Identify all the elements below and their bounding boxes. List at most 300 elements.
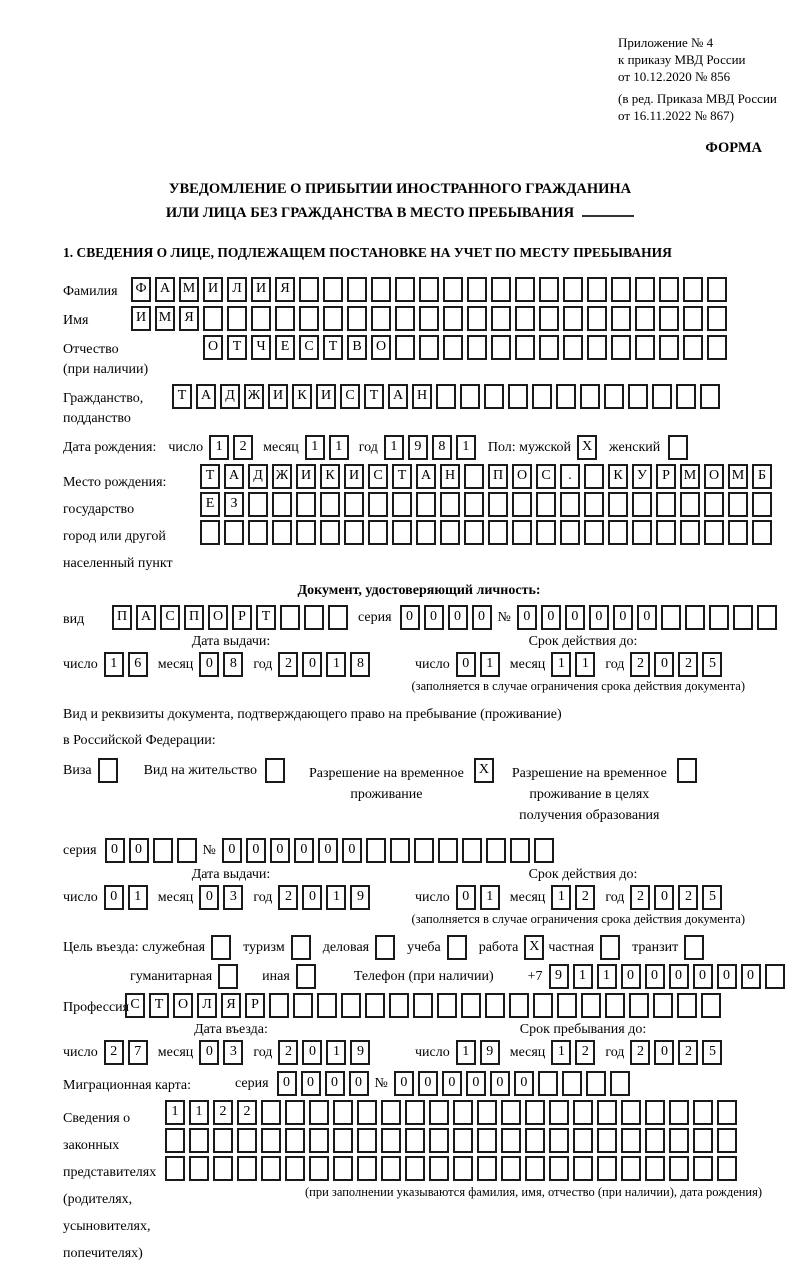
name-cell[interactable] xyxy=(251,306,271,331)
representatives-row3-cell[interactable] xyxy=(453,1156,473,1181)
stay-until-year-cell[interactable]: 5 xyxy=(702,1040,722,1065)
identity-valid-year-cell[interactable]: 0 xyxy=(654,652,674,677)
permit-valid-month-cell[interactable]: 2 xyxy=(575,885,595,910)
representatives-row3-cell[interactable] xyxy=(645,1156,665,1181)
representatives-row3-cell[interactable] xyxy=(261,1156,281,1181)
permit-number-cell[interactable]: 0 xyxy=(294,838,314,863)
birth-place-row1-cell[interactable]: Н xyxy=(440,464,460,489)
identity-issue-month-cell[interactable]: 8 xyxy=(223,652,243,677)
name-cell[interactable] xyxy=(707,306,727,331)
patronymic-cell[interactable] xyxy=(563,335,583,360)
citizenship-cell[interactable]: А xyxy=(388,384,408,409)
surname-cell[interactable]: Ф xyxy=(131,277,151,302)
representatives-row3-cell[interactable] xyxy=(669,1156,689,1181)
patronymic-cell[interactable] xyxy=(395,335,415,360)
patronymic-cell[interactable]: В xyxy=(347,335,367,360)
birth-year-cell[interactable]: 9 xyxy=(408,435,428,460)
permit-issue-year-cell[interactable]: 1 xyxy=(326,885,346,910)
doc-number-cell[interactable]: 0 xyxy=(565,605,585,630)
birth-place-row1-cell[interactable]: Т xyxy=(200,464,220,489)
migration-number-cell[interactable]: 0 xyxy=(514,1071,534,1096)
birth-place-row3-cell[interactable] xyxy=(296,520,316,545)
entry-year-cell[interactable]: 9 xyxy=(350,1040,370,1065)
birth-place-row2-cell[interactable]: Е xyxy=(200,492,220,517)
permit-issue-year-cell[interactable]: 0 xyxy=(302,885,322,910)
temp-permit-cell[interactable]: X xyxy=(474,758,494,783)
citizenship-cell[interactable]: Ж xyxy=(244,384,264,409)
patronymic-cell[interactable] xyxy=(683,335,703,360)
name-cell[interactable] xyxy=(587,306,607,331)
stay-until-year-cell[interactable]: 2 xyxy=(630,1040,650,1065)
purpose-business-cell[interactable] xyxy=(375,935,395,960)
name-cell[interactable] xyxy=(299,306,319,331)
citizenship-cell[interactable] xyxy=(628,384,648,409)
permit-valid-year-cell[interactable]: 0 xyxy=(654,885,674,910)
birth-place-row2-cell[interactable] xyxy=(584,492,604,517)
purpose-official-cell[interactable] xyxy=(211,935,231,960)
surname-cell[interactable] xyxy=(395,277,415,302)
citizenship-cell[interactable]: И xyxy=(268,384,288,409)
birth-place-row3-cell[interactable] xyxy=(512,520,532,545)
sex-female-cell[interactable] xyxy=(668,435,688,460)
surname-cell[interactable] xyxy=(563,277,583,302)
doc-number-cell[interactable]: 0 xyxy=(589,605,609,630)
permit-number-cell[interactable] xyxy=(414,838,434,863)
representatives-row3-cell[interactable] xyxy=(405,1156,425,1181)
doc-number-cell[interactable]: 0 xyxy=(613,605,633,630)
name-cell[interactable] xyxy=(611,306,631,331)
permit-issue-day-cell[interactable]: 0 xyxy=(104,885,124,910)
permit-valid-year-cell[interactable]: 5 xyxy=(702,885,722,910)
birth-place-row2-cell[interactable] xyxy=(248,492,268,517)
birth-place-row1-cell[interactable]: П xyxy=(488,464,508,489)
birth-place-row3-cell[interactable] xyxy=(656,520,676,545)
permit-number-cell[interactable] xyxy=(510,838,530,863)
birth-place-row2-cell[interactable] xyxy=(536,492,556,517)
citizenship-cell[interactable] xyxy=(556,384,576,409)
birth-place-row3-cell[interactable] xyxy=(320,520,340,545)
birth-place-row1-cell[interactable]: И xyxy=(296,464,316,489)
representatives-row2-cell[interactable] xyxy=(357,1128,377,1153)
permit-series-cell[interactable] xyxy=(177,838,197,863)
name-cell[interactable]: М xyxy=(155,306,175,331)
representatives-row3-cell[interactable] xyxy=(357,1156,377,1181)
identity-issue-year-cell[interactable]: 8 xyxy=(350,652,370,677)
doc-number-cell[interactable] xyxy=(661,605,681,630)
doc-type-cell[interactable]: Р xyxy=(232,605,252,630)
citizenship-cell[interactable]: Н xyxy=(412,384,432,409)
profession-cell[interactable] xyxy=(653,993,673,1018)
representatives-row3-cell[interactable] xyxy=(213,1156,233,1181)
phone-cell[interactable]: 0 xyxy=(645,964,665,989)
phone-cell[interactable]: 0 xyxy=(621,964,641,989)
representatives-row3-cell[interactable] xyxy=(717,1156,737,1181)
representatives-row1-cell[interactable] xyxy=(717,1100,737,1125)
representatives-row3-cell[interactable] xyxy=(597,1156,617,1181)
representatives-row1-cell[interactable] xyxy=(429,1100,449,1125)
name-cell[interactable] xyxy=(371,306,391,331)
migration-series-cell[interactable]: 0 xyxy=(301,1071,321,1096)
migration-number-cell[interactable] xyxy=(562,1071,582,1096)
phone-cell[interactable]: 1 xyxy=(573,964,593,989)
citizenship-cell[interactable] xyxy=(700,384,720,409)
profession-cell[interactable]: Р xyxy=(245,993,265,1018)
migration-number-cell[interactable] xyxy=(610,1071,630,1096)
permit-number-cell[interactable]: 0 xyxy=(318,838,338,863)
permit-series-cell[interactable]: 0 xyxy=(129,838,149,863)
surname-cell[interactable] xyxy=(347,277,367,302)
doc-type-cell[interactable]: А xyxy=(136,605,156,630)
purpose-work-cell[interactable]: X xyxy=(524,935,544,960)
permit-number-cell[interactable] xyxy=(534,838,554,863)
representatives-row3-cell[interactable] xyxy=(285,1156,305,1181)
representatives-row3-cell[interactable] xyxy=(573,1156,593,1181)
name-cell[interactable] xyxy=(467,306,487,331)
profession-cell[interactable]: С xyxy=(125,993,145,1018)
profession-cell[interactable] xyxy=(533,993,553,1018)
representatives-row2-cell[interactable] xyxy=(477,1128,497,1153)
representatives-row3-cell[interactable] xyxy=(237,1156,257,1181)
birth-place-row2-cell[interactable] xyxy=(320,492,340,517)
birth-place-row3-cell[interactable] xyxy=(248,520,268,545)
representatives-row3-cell[interactable] xyxy=(381,1156,401,1181)
permit-number-cell[interactable] xyxy=(438,838,458,863)
patronymic-cell[interactable] xyxy=(659,335,679,360)
permit-number-cell[interactable] xyxy=(390,838,410,863)
representatives-row2-cell[interactable] xyxy=(669,1128,689,1153)
profession-cell[interactable]: О xyxy=(173,993,193,1018)
representatives-row1-cell[interactable] xyxy=(309,1100,329,1125)
migration-series-cell[interactable]: 0 xyxy=(325,1071,345,1096)
identity-issue-year-cell[interactable]: 2 xyxy=(278,652,298,677)
representatives-row2-cell[interactable] xyxy=(429,1128,449,1153)
surname-cell[interactable] xyxy=(587,277,607,302)
surname-cell[interactable] xyxy=(419,277,439,302)
representatives-row1-cell[interactable] xyxy=(453,1100,473,1125)
birth-place-row1-cell[interactable]: К xyxy=(320,464,340,489)
permit-issue-month-cell[interactable]: 3 xyxy=(223,885,243,910)
name-cell[interactable] xyxy=(419,306,439,331)
birth-year-cell[interactable]: 1 xyxy=(384,435,404,460)
patronymic-cell[interactable]: Е xyxy=(275,335,295,360)
permit-valid-month-cell[interactable]: 1 xyxy=(551,885,571,910)
permit-number-cell[interactable]: 0 xyxy=(222,838,242,863)
birth-place-row2-cell[interactable] xyxy=(392,492,412,517)
birth-place-row3-cell[interactable] xyxy=(560,520,580,545)
permit-issue-month-cell[interactable]: 0 xyxy=(199,885,219,910)
citizenship-cell[interactable]: Т xyxy=(364,384,384,409)
birth-place-row3-cell[interactable] xyxy=(536,520,556,545)
surname-cell[interactable]: А xyxy=(155,277,175,302)
profession-cell[interactable] xyxy=(605,993,625,1018)
surname-cell[interactable] xyxy=(515,277,535,302)
representatives-row1-cell[interactable]: 2 xyxy=(237,1100,257,1125)
name-cell[interactable]: Я xyxy=(179,306,199,331)
birth-place-row1-cell[interactable]: С xyxy=(368,464,388,489)
birth-place-row2-cell[interactable] xyxy=(440,492,460,517)
profession-cell[interactable] xyxy=(581,993,601,1018)
representatives-row2-cell[interactable] xyxy=(453,1128,473,1153)
birth-place-row2-cell[interactable] xyxy=(296,492,316,517)
representatives-row3-cell[interactable] xyxy=(189,1156,209,1181)
representatives-row1-cell[interactable] xyxy=(669,1100,689,1125)
patronymic-cell[interactable]: Т xyxy=(323,335,343,360)
citizenship-cell[interactable]: С xyxy=(340,384,360,409)
stay-until-year-cell[interactable]: 0 xyxy=(654,1040,674,1065)
stay-until-month-cell[interactable]: 2 xyxy=(575,1040,595,1065)
representatives-row1-cell[interactable] xyxy=(597,1100,617,1125)
representatives-row1-cell[interactable]: 2 xyxy=(213,1100,233,1125)
representatives-row1-cell[interactable] xyxy=(501,1100,521,1125)
birth-place-row3-cell[interactable] xyxy=(680,520,700,545)
representatives-row2-cell[interactable] xyxy=(189,1128,209,1153)
profession-cell[interactable]: Я xyxy=(221,993,241,1018)
permit-issue-day-cell[interactable]: 1 xyxy=(128,885,148,910)
representatives-row2-cell[interactable] xyxy=(645,1128,665,1153)
birth-place-row1-cell[interactable]: Д xyxy=(248,464,268,489)
birth-place-row1-cell[interactable]: О xyxy=(704,464,724,489)
representatives-row2-cell[interactable] xyxy=(333,1128,353,1153)
representatives-row3-cell[interactable] xyxy=(333,1156,353,1181)
surname-cell[interactable] xyxy=(539,277,559,302)
birth-place-row1-cell[interactable]: С xyxy=(536,464,556,489)
patronymic-cell[interactable] xyxy=(707,335,727,360)
migration-number-cell[interactable]: 0 xyxy=(466,1071,486,1096)
name-cell[interactable] xyxy=(323,306,343,331)
profession-cell[interactable] xyxy=(269,993,289,1018)
birth-place-row1-cell[interactable]: И xyxy=(344,464,364,489)
doc-series-cell[interactable]: 0 xyxy=(472,605,492,630)
doc-number-cell[interactable]: 0 xyxy=(541,605,561,630)
identity-valid-year-cell[interactable]: 5 xyxy=(702,652,722,677)
temp-permit-edu-cell[interactable] xyxy=(677,758,697,783)
purpose-study-cell[interactable] xyxy=(447,935,467,960)
representatives-row1-cell[interactable] xyxy=(381,1100,401,1125)
patronymic-cell[interactable] xyxy=(419,335,439,360)
birth-place-row1-cell[interactable]: . xyxy=(560,464,580,489)
birth-place-row2-cell[interactable] xyxy=(512,492,532,517)
profession-cell[interactable] xyxy=(365,993,385,1018)
identity-issue-year-cell[interactable]: 1 xyxy=(326,652,346,677)
surname-cell[interactable] xyxy=(371,277,391,302)
representatives-row1-cell[interactable] xyxy=(405,1100,425,1125)
profession-cell[interactable] xyxy=(485,993,505,1018)
stay-until-month-cell[interactable]: 1 xyxy=(551,1040,571,1065)
surname-cell[interactable]: И xyxy=(251,277,271,302)
identity-issue-day-cell[interactable]: 1 xyxy=(104,652,124,677)
permit-valid-day-cell[interactable]: 1 xyxy=(480,885,500,910)
surname-cell[interactable] xyxy=(443,277,463,302)
entry-day-cell[interactable]: 7 xyxy=(128,1040,148,1065)
citizenship-cell[interactable] xyxy=(508,384,528,409)
permit-number-cell[interactable]: 0 xyxy=(246,838,266,863)
surname-cell[interactable] xyxy=(299,277,319,302)
residence-permit-cell[interactable] xyxy=(265,758,285,783)
surname-cell[interactable]: М xyxy=(179,277,199,302)
doc-type-cell[interactable]: О xyxy=(208,605,228,630)
patronymic-cell[interactable]: О xyxy=(371,335,391,360)
birth-place-row1-cell[interactable]: Б xyxy=(752,464,772,489)
profession-cell[interactable] xyxy=(701,993,721,1018)
birth-place-row1-cell[interactable]: М xyxy=(728,464,748,489)
entry-month-cell[interactable]: 3 xyxy=(223,1040,243,1065)
doc-number-cell[interactable] xyxy=(709,605,729,630)
phone-cell[interactable]: 1 xyxy=(597,964,617,989)
birth-place-row2-cell[interactable] xyxy=(632,492,652,517)
permit-valid-year-cell[interactable]: 2 xyxy=(630,885,650,910)
birth-place-row2-cell[interactable] xyxy=(752,492,772,517)
representatives-row3-cell[interactable] xyxy=(501,1156,521,1181)
birth-place-row3-cell[interactable] xyxy=(464,520,484,545)
name-cell[interactable] xyxy=(443,306,463,331)
name-cell[interactable] xyxy=(395,306,415,331)
birth-place-row2-cell[interactable] xyxy=(608,492,628,517)
representatives-row3-cell[interactable] xyxy=(693,1156,713,1181)
birth-place-row3-cell[interactable] xyxy=(272,520,292,545)
birth-place-row3-cell[interactable] xyxy=(344,520,364,545)
birth-place-row1-cell[interactable] xyxy=(464,464,484,489)
surname-cell[interactable]: Я xyxy=(275,277,295,302)
stay-until-day-cell[interactable]: 1 xyxy=(456,1040,476,1065)
identity-issue-year-cell[interactable]: 0 xyxy=(302,652,322,677)
representatives-row2-cell[interactable] xyxy=(261,1128,281,1153)
permit-issue-year-cell[interactable]: 9 xyxy=(350,885,370,910)
purpose-transit-cell[interactable] xyxy=(684,935,704,960)
migration-series-cell[interactable]: 0 xyxy=(349,1071,369,1096)
birth-place-row3-cell[interactable] xyxy=(704,520,724,545)
birth-place-row2-cell[interactable] xyxy=(704,492,724,517)
migration-number-cell[interactable] xyxy=(538,1071,558,1096)
representatives-row1-cell[interactable]: 1 xyxy=(189,1100,209,1125)
doc-number-cell[interactable] xyxy=(685,605,705,630)
identity-valid-month-cell[interactable]: 1 xyxy=(575,652,595,677)
representatives-row1-cell[interactable] xyxy=(693,1100,713,1125)
stay-until-year-cell[interactable]: 2 xyxy=(678,1040,698,1065)
phone-cell[interactable]: 0 xyxy=(669,964,689,989)
name-cell[interactable] xyxy=(275,306,295,331)
profession-cell[interactable] xyxy=(293,993,313,1018)
representatives-row1-cell[interactable] xyxy=(477,1100,497,1125)
profession-cell[interactable] xyxy=(509,993,529,1018)
representatives-row1-cell[interactable] xyxy=(573,1100,593,1125)
birth-place-row2-cell[interactable] xyxy=(464,492,484,517)
birth-place-row3-cell[interactable] xyxy=(584,520,604,545)
representatives-row1-cell[interactable] xyxy=(645,1100,665,1125)
representatives-row3-cell[interactable] xyxy=(165,1156,185,1181)
name-cell[interactable] xyxy=(227,306,247,331)
doc-type-cell[interactable]: Т xyxy=(256,605,276,630)
name-cell[interactable] xyxy=(635,306,655,331)
representatives-row2-cell[interactable] xyxy=(549,1128,569,1153)
permit-number-cell[interactable] xyxy=(462,838,482,863)
phone-cell[interactable]: 0 xyxy=(741,964,761,989)
representatives-row2-cell[interactable] xyxy=(573,1128,593,1153)
birth-month-cell[interactable]: 1 xyxy=(305,435,325,460)
surname-cell[interactable]: И xyxy=(203,277,223,302)
identity-valid-month-cell[interactable]: 1 xyxy=(551,652,571,677)
purpose-private-cell[interactable] xyxy=(600,935,620,960)
birth-place-row2-cell[interactable]: З xyxy=(224,492,244,517)
birth-place-row1-cell[interactable]: О xyxy=(512,464,532,489)
representatives-row1-cell[interactable] xyxy=(357,1100,377,1125)
patronymic-cell[interactable]: Ч xyxy=(251,335,271,360)
representatives-row3-cell[interactable] xyxy=(549,1156,569,1181)
birth-place-row3-cell[interactable] xyxy=(224,520,244,545)
name-cell[interactable] xyxy=(491,306,511,331)
migration-number-cell[interactable] xyxy=(586,1071,606,1096)
representatives-row2-cell[interactable] xyxy=(213,1128,233,1153)
citizenship-cell[interactable] xyxy=(484,384,504,409)
citizenship-cell[interactable] xyxy=(604,384,624,409)
birth-day-cell[interactable]: 1 xyxy=(209,435,229,460)
doc-type-cell[interactable] xyxy=(304,605,324,630)
birth-place-row3-cell[interactable] xyxy=(728,520,748,545)
surname-cell[interactable] xyxy=(659,277,679,302)
profession-cell[interactable]: Л xyxy=(197,993,217,1018)
birth-place-row3-cell[interactable] xyxy=(440,520,460,545)
permit-issue-year-cell[interactable]: 2 xyxy=(278,885,298,910)
birth-place-row2-cell[interactable] xyxy=(656,492,676,517)
patronymic-cell[interactable] xyxy=(539,335,559,360)
patronymic-cell[interactable] xyxy=(611,335,631,360)
patronymic-cell[interactable]: Т xyxy=(227,335,247,360)
representatives-row2-cell[interactable] xyxy=(165,1128,185,1153)
identity-valid-day-cell[interactable]: 0 xyxy=(456,652,476,677)
doc-number-cell[interactable] xyxy=(733,605,753,630)
representatives-row1-cell[interactable] xyxy=(621,1100,641,1125)
representatives-row2-cell[interactable] xyxy=(237,1128,257,1153)
migration-series-cell[interactable]: 0 xyxy=(277,1071,297,1096)
profession-cell[interactable] xyxy=(389,993,409,1018)
birth-place-row2-cell[interactable] xyxy=(488,492,508,517)
doc-type-cell[interactable] xyxy=(280,605,300,630)
birth-place-row2-cell[interactable] xyxy=(344,492,364,517)
profession-cell[interactable] xyxy=(677,993,697,1018)
surname-cell[interactable] xyxy=(683,277,703,302)
phone-cell[interactable]: 0 xyxy=(693,964,713,989)
representatives-row2-cell[interactable] xyxy=(405,1128,425,1153)
patronymic-cell[interactable] xyxy=(467,335,487,360)
migration-number-cell[interactable]: 0 xyxy=(442,1071,462,1096)
surname-cell[interactable]: Л xyxy=(227,277,247,302)
birth-day-cell[interactable]: 2 xyxy=(233,435,253,460)
entry-year-cell[interactable]: 2 xyxy=(278,1040,298,1065)
entry-year-cell[interactable]: 1 xyxy=(326,1040,346,1065)
profession-cell[interactable] xyxy=(629,993,649,1018)
representatives-row3-cell[interactable] xyxy=(429,1156,449,1181)
identity-issue-month-cell[interactable]: 0 xyxy=(199,652,219,677)
representatives-row2-cell[interactable] xyxy=(501,1128,521,1153)
profession-cell[interactable]: Т xyxy=(149,993,169,1018)
profession-cell[interactable] xyxy=(557,993,577,1018)
citizenship-cell[interactable]: Д xyxy=(220,384,240,409)
birth-place-row3-cell[interactable] xyxy=(632,520,652,545)
permit-number-cell[interactable] xyxy=(366,838,386,863)
representatives-row3-cell[interactable] xyxy=(621,1156,641,1181)
surname-cell[interactable] xyxy=(611,277,631,302)
birth-place-row2-cell[interactable] xyxy=(560,492,580,517)
permit-number-cell[interactable] xyxy=(486,838,506,863)
name-cell[interactable] xyxy=(659,306,679,331)
birth-place-row3-cell[interactable] xyxy=(752,520,772,545)
name-cell[interactable]: И xyxy=(131,306,151,331)
migration-number-cell[interactable]: 0 xyxy=(418,1071,438,1096)
surname-cell[interactable] xyxy=(467,277,487,302)
birth-place-row1-cell[interactable]: Р xyxy=(656,464,676,489)
citizenship-cell[interactable] xyxy=(532,384,552,409)
patronymic-cell[interactable]: С xyxy=(299,335,319,360)
phone-cell[interactable] xyxy=(765,964,785,989)
